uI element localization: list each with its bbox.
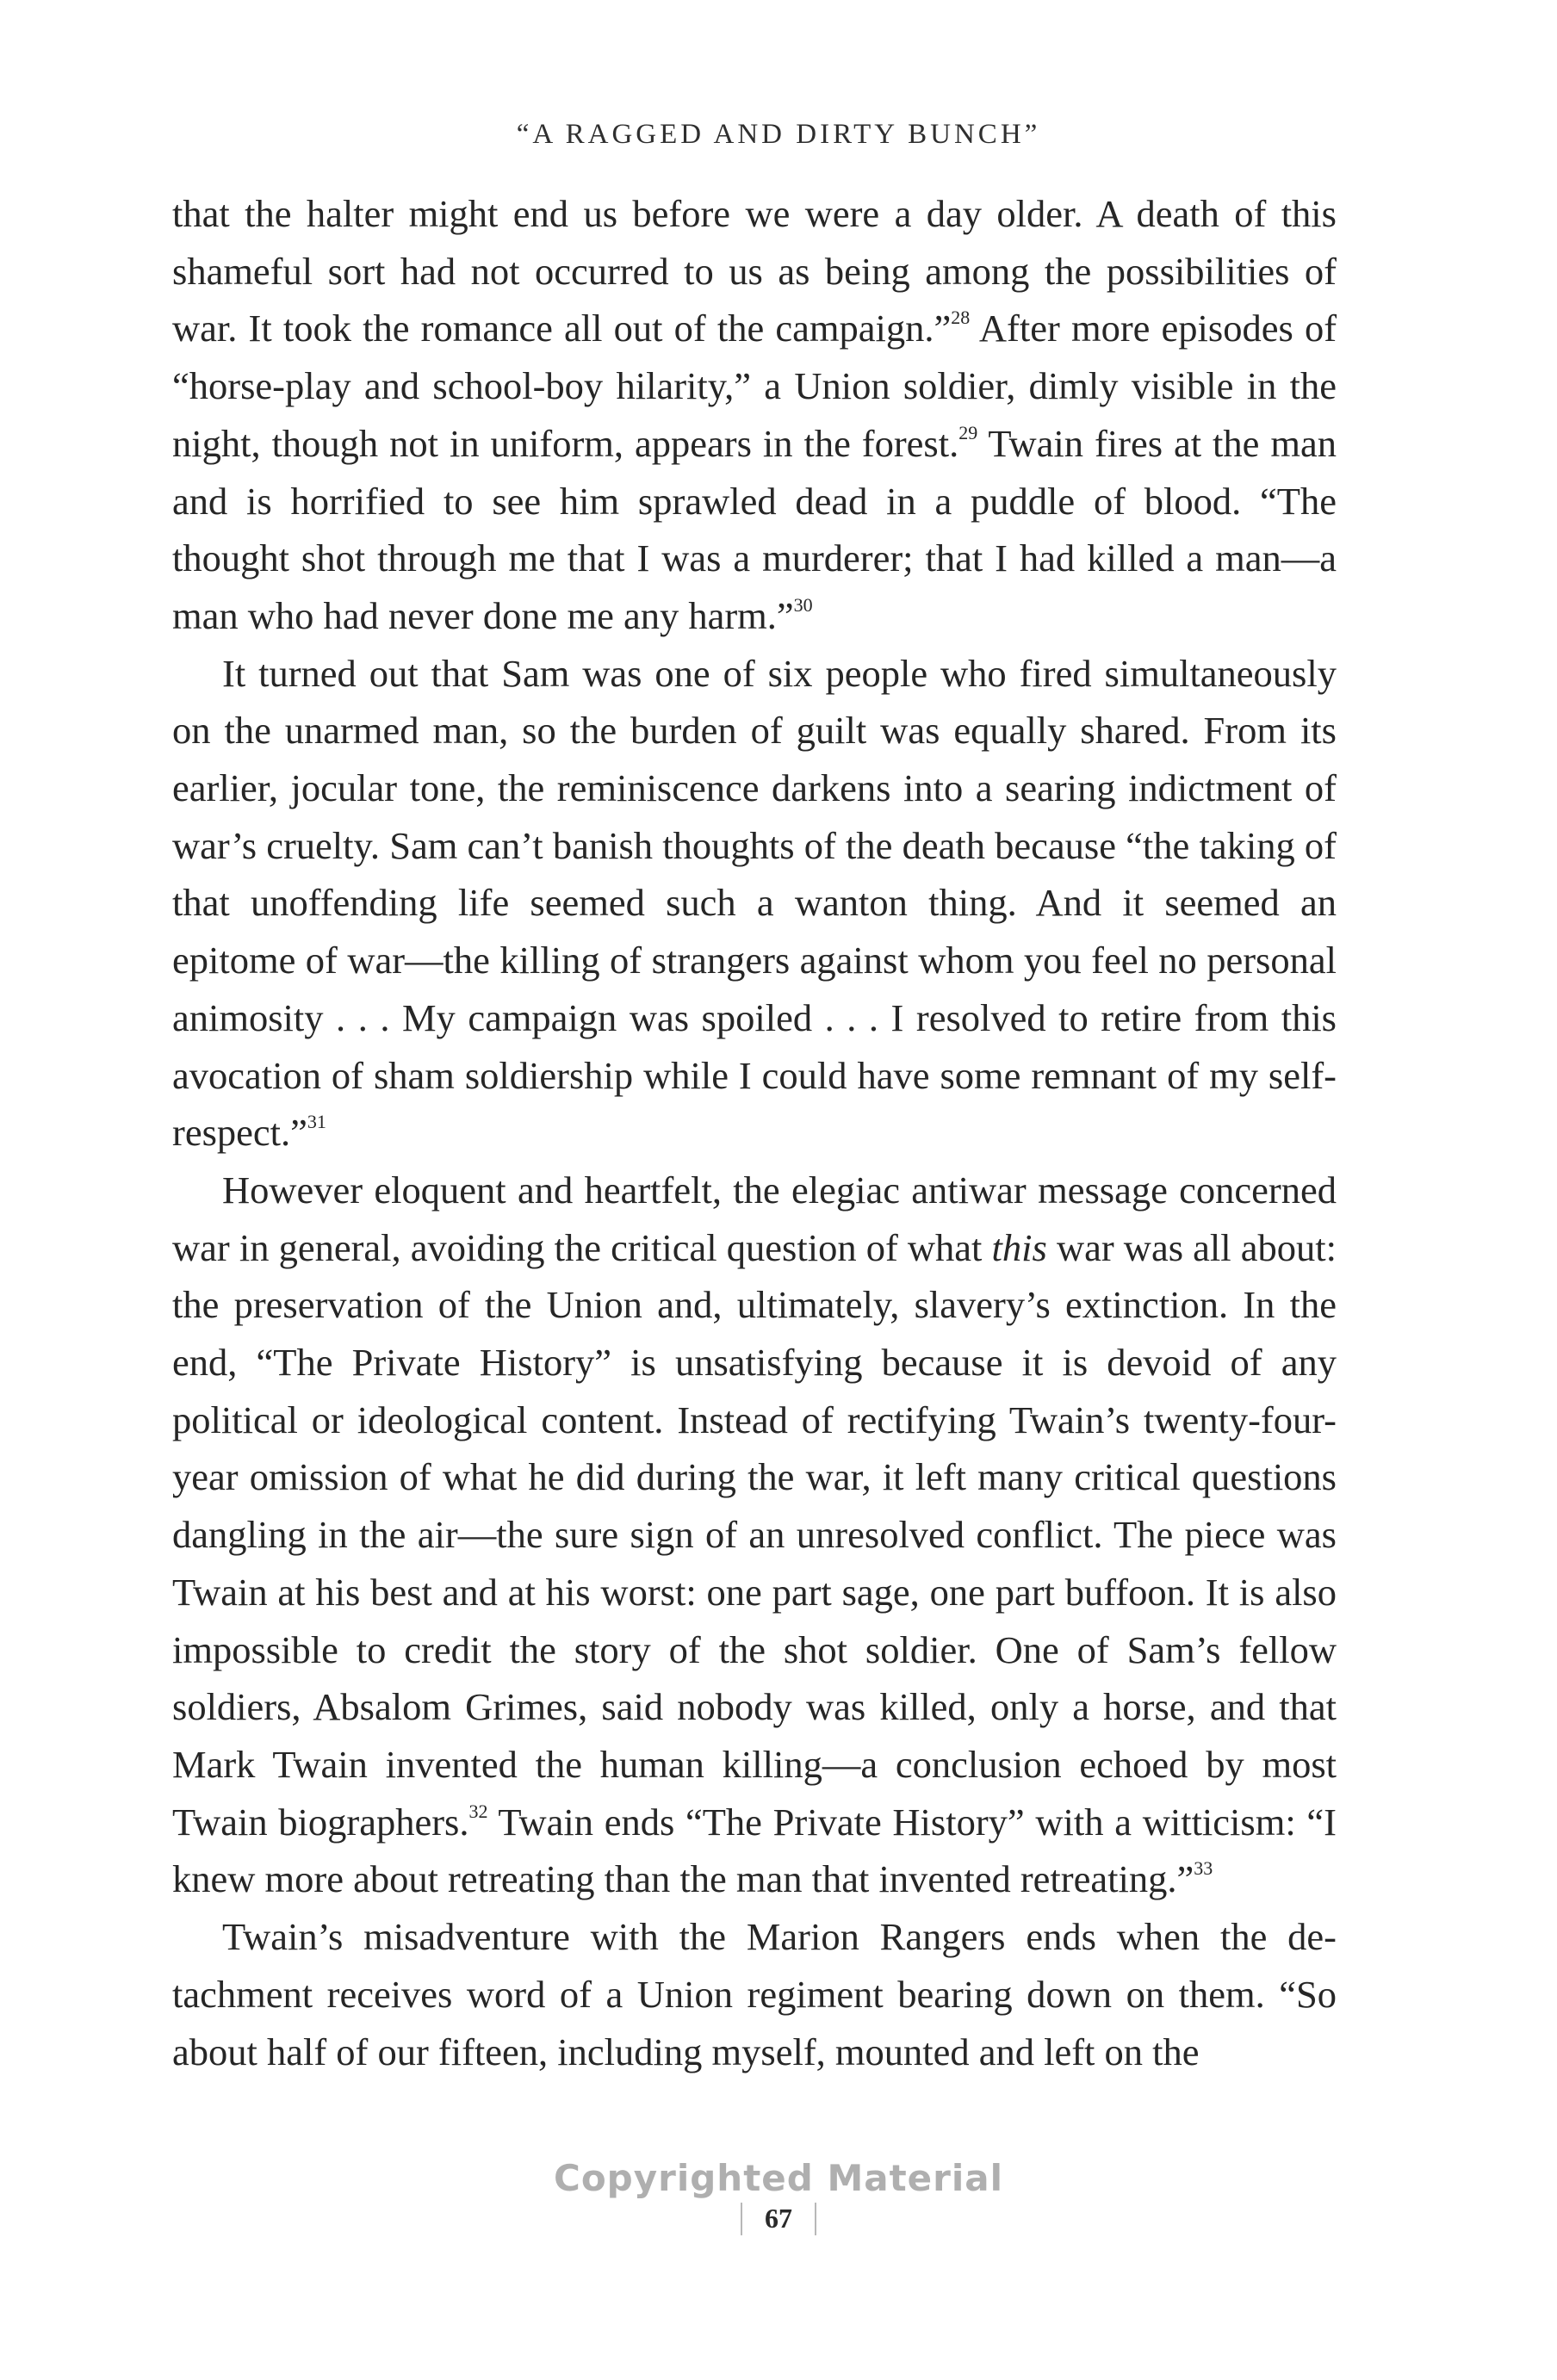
paragraph bbox=[172, 185, 1337, 645]
page-number: 67 bbox=[765, 2203, 792, 2234]
paragraph-text: Twain’s misadventure with the Marion Rangers ends when the detachment receives word of a Union regiment bearing down on them. “So about half of our fifteen, including myself, mounted and left on the bbox=[172, 1915, 1337, 2073]
paragraph bbox=[172, 1908, 1337, 2080]
body-text bbox=[172, 185, 1337, 2080]
paragraph-text: Twain fires at the man and is horrified to see him sprawled dead in a puddle of blood. “The thought shot through me that I was a murderer; that I had killed a man—a man who had never done me any harm.” bbox=[172, 421, 1337, 637]
paragraph bbox=[172, 1162, 1337, 1908]
footnote-marker: 30 bbox=[793, 593, 813, 616]
footnote-marker: 31 bbox=[307, 1111, 326, 1133]
folio bbox=[0, 2200, 1557, 2235]
folio-rule-left bbox=[741, 2203, 742, 2235]
paragraph bbox=[172, 645, 1337, 1162]
paragraph-text: However eloquent and heartfelt, the elegiac antiwar message concerned war in general, avoiding the critical question of what bbox=[172, 1168, 1337, 1269]
copyright-watermark: Copyrighted Material bbox=[554, 2157, 1003, 2199]
paragraph-text: that the halter might end us before we were a day older. A death of this shameful sort had not occurred to us as being among the possibilities of war. It took the romance all out of the campaign.” bbox=[172, 192, 1337, 350]
footnote-marker: 29 bbox=[958, 421, 978, 443]
footnote-marker: 32 bbox=[468, 1800, 488, 1822]
paragraph-text: Twain ends “The Private History” with a witticism: “I knew more about retreating than the man that invented retreating.” bbox=[172, 1800, 1337, 1901]
running-head: “A RAGGED AND DIRTY BUNCH” bbox=[516, 119, 1041, 150]
paragraph-text: After more episodes of “horse-play and school-boy hilarity,” a Union soldier, dimly visible in the night, though not in uniform, appears in the forest. bbox=[172, 307, 1337, 465]
emphasis-text: this bbox=[991, 1225, 1047, 1269]
footnote-marker: 28 bbox=[951, 307, 971, 329]
footnote-marker: 33 bbox=[1194, 1857, 1213, 1880]
paragraph-text: It turned out that Sam was one of six people who fired simultaneously on the unarmed man, so the burden of guilt was equally shared. From its earlier, jocular tone, the reminiscence darkens into a searing indictment of war’s cruelty. Sam can’t banish thoughts of the death because “the taking of that unoffending life seemed such a wanton thing. And it seemed an epitome of war—the killing of strangers against whom you feel no personal animosity . . . My campaign was spoiled . . . I resolved to retire from this avocation of sham soldiership while I could have some remnant of my self-respect.” bbox=[172, 651, 1337, 1155]
folio-rule-right bbox=[815, 2203, 816, 2235]
paragraph-text: war was all about: the preservation of the Union and, ultimately, slavery’s extinction. In the end, “The Private History” is unsatisfying because it is devoid of any political or ideological content. Instead of rectifying Twain’s twenty-four-year omission of what he did during the war, it left many critical questions dangling in the air—the sure sign of an unresolved conflict. The piece was Twain at his best and at his worst: one part sage, one part buffoon. It is also impossible to credit the story of the shot soldier. One of Sam’s fellow soldiers, Absalom Grimes, said nobody was killed, only a horse, and that Mark Twain invented the human killing—a conclusion echoed by most Twain biographers. bbox=[172, 1225, 1337, 1844]
